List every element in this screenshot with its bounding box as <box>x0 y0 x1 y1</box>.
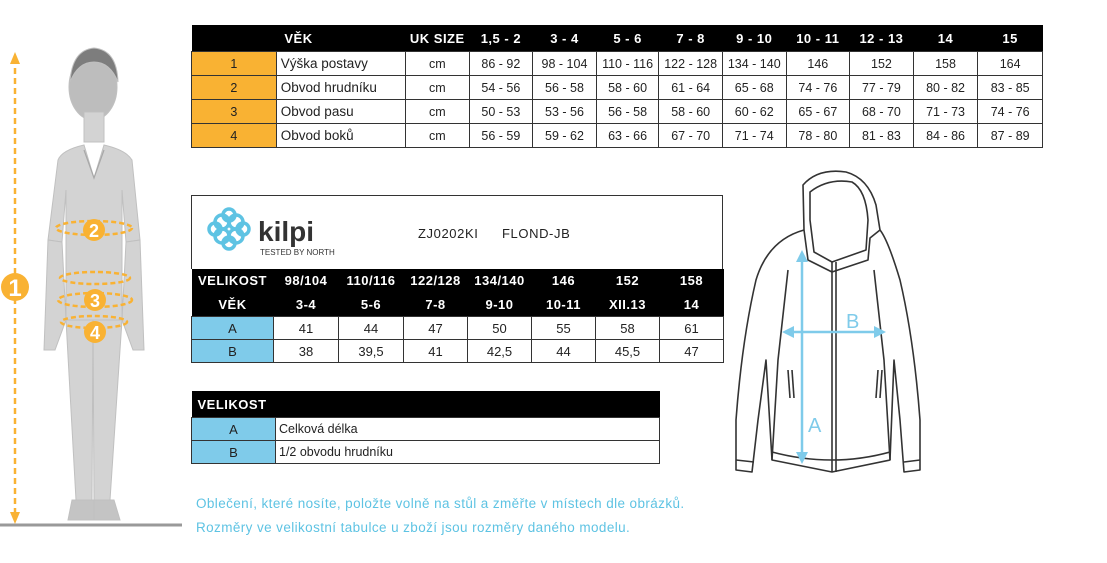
table-row <box>192 317 724 340</box>
product-code: ZJ0202KI <box>418 226 479 241</box>
measure-value: 122 - 128 <box>659 52 723 76</box>
measure-value: 59 - 62 <box>533 124 597 148</box>
measure-value: 71 - 73 <box>913 100 978 124</box>
measure-value: 146 <box>786 52 850 76</box>
measure-value: 68 - 70 <box>850 100 914 124</box>
legend-description: 1/2 obvodu hrudníku <box>276 441 660 464</box>
product-name: FLOND-JB <box>502 226 571 241</box>
jacket-size-header: 110/116 <box>339 269 404 293</box>
kilpi-logo <box>206 204 356 264</box>
jacket-size-header: 122/128 <box>404 269 468 293</box>
measure-unit: cm <box>406 76 470 100</box>
legend-description: Celková délka <box>276 418 660 441</box>
jacket-age-header: 5-6 <box>339 293 404 317</box>
brand-name: kilpi <box>258 216 315 247</box>
jacket-panel-header <box>191 195 723 269</box>
measure-value: 134 - 140 <box>722 52 786 76</box>
jacket-size-header: 158 <box>660 269 724 293</box>
measure-value: 83 - 85 <box>978 76 1043 100</box>
measure-value: 54 - 56 <box>469 76 533 100</box>
measure-value: 110 - 116 <box>596 52 659 76</box>
measure-value: 87 - 89 <box>978 124 1043 148</box>
brand-tagline: TESTED BY NORTH <box>260 248 335 257</box>
measure-value: 164 <box>978 52 1043 76</box>
measure-value: 60 - 62 <box>722 100 786 124</box>
measure-label: Obvod boků <box>276 124 405 148</box>
measure-value: 56 - 58 <box>596 100 659 124</box>
jacket-age-header: 14 <box>660 293 724 317</box>
jacket-measure-key: B <box>192 340 274 363</box>
measure-unit: cm <box>406 124 470 148</box>
size-col-header: UK SIZE <box>406 25 470 52</box>
vek-label: VĚK <box>192 293 274 317</box>
measure-value: 84 - 86 <box>913 124 978 148</box>
measure-value: 152 <box>850 52 914 76</box>
jacket-measure-value: 58 <box>596 317 660 340</box>
table-row <box>192 124 1043 148</box>
body-size-table <box>191 25 1043 148</box>
measure-label: Obvod pasu <box>276 100 405 124</box>
measure-label: Výška postavy <box>276 52 405 76</box>
size-col-header: 15 <box>978 25 1043 52</box>
size-col-header: 1,5 - 2 <box>469 25 533 52</box>
figure-label-1: 1 <box>8 275 22 302</box>
jacket-measure-value: 61 <box>660 317 724 340</box>
figure-label-4: 4 <box>89 323 101 343</box>
measure-value: 74 - 76 <box>978 100 1043 124</box>
size-col-header: 10 - 11 <box>786 25 850 52</box>
measure-value: 65 - 67 <box>786 100 850 124</box>
jacket-measure-table <box>191 269 724 363</box>
measure-unit: cm <box>406 100 470 124</box>
measure-value: 56 - 58 <box>533 76 597 100</box>
measure-number: 3 <box>192 100 277 124</box>
measure-value: 58 - 60 <box>659 100 723 124</box>
jacket-age-row <box>192 293 724 317</box>
jacket-measure-value: 55 <box>532 317 596 340</box>
measure-value: 53 - 56 <box>533 100 597 124</box>
table-row <box>192 100 1043 124</box>
measure-value: 78 - 80 <box>786 124 850 148</box>
velikost-label: VELIKOST <box>192 269 274 293</box>
figure-label-2: 2 <box>88 221 100 241</box>
legend-key: B <box>192 441 276 464</box>
measure-value: 63 - 66 <box>596 124 659 148</box>
measure-value: 56 - 59 <box>469 124 533 148</box>
measure-value: 81 - 83 <box>850 124 914 148</box>
measure-value: 67 - 70 <box>659 124 723 148</box>
jacket-measure-value: 41 <box>404 340 468 363</box>
measure-value: 65 - 68 <box>722 76 786 100</box>
measure-number: 1 <box>192 52 277 76</box>
jacket-measure-value: 41 <box>274 317 339 340</box>
table-row <box>192 340 724 363</box>
jacket-measure-value: 44 <box>339 317 404 340</box>
measure-value: 61 - 64 <box>659 76 723 100</box>
jacket-label-b: B <box>846 311 860 333</box>
jacket-age-header: 10-11 <box>532 293 596 317</box>
figure-label-3: 3 <box>89 291 101 311</box>
size-col-header: 5 - 6 <box>596 25 659 52</box>
jacket-measure-value: 47 <box>660 340 724 363</box>
measure-value: 98 - 104 <box>533 52 597 76</box>
jacket-age-header: 7-8 <box>404 293 468 317</box>
table-row <box>192 418 660 441</box>
size-col-header: 3 - 4 <box>533 25 597 52</box>
jacket-size-header: 152 <box>596 269 660 293</box>
size-col-header: 9 - 10 <box>722 25 786 52</box>
size-col-header: VĚK <box>192 25 406 52</box>
jacket-measure-key: A <box>192 317 274 340</box>
measure-value: 50 - 53 <box>469 100 533 124</box>
jacket-size-row <box>192 269 724 293</box>
table-row <box>192 52 1043 76</box>
legend-header: VELIKOST <box>192 391 660 418</box>
jacket-measure-value: 47 <box>404 317 468 340</box>
measure-value: 80 - 82 <box>913 76 978 100</box>
legend-key: A <box>192 418 276 441</box>
table-row <box>192 441 660 464</box>
jacket-drawing <box>728 160 928 490</box>
measure-instruction: Oblečení, které nosíte, položte volně na stůl a změřte v místech dle obrázků. <box>196 496 685 511</box>
jacket-size-header: 98/104 <box>274 269 339 293</box>
jacket-size-header: 146 <box>532 269 596 293</box>
jacket-measure-value: 42,5 <box>468 340 532 363</box>
size-table-header <box>192 25 1043 52</box>
size-col-header: 7 - 8 <box>659 25 723 52</box>
jacket-size-header: 134/140 <box>468 269 532 293</box>
measure-value: 71 - 74 <box>722 124 786 148</box>
measure-value: 74 - 76 <box>786 76 850 100</box>
jacket-size-panel <box>191 195 723 363</box>
jacket-measure-value: 45,5 <box>596 340 660 363</box>
measure-value: 158 <box>913 52 978 76</box>
jacket-measure-value: 39,5 <box>339 340 404 363</box>
measure-value: 86 - 92 <box>469 52 533 76</box>
jacket-age-header: XII.13 <box>596 293 660 317</box>
measure-value: 58 - 60 <box>596 76 659 100</box>
model-size-note: Rozměry ve velikostní tabulce u zboží jsou rozměry daného modelu. <box>196 520 631 535</box>
jacket-label-a: A <box>808 415 822 437</box>
child-figure <box>0 0 190 563</box>
table-row <box>192 76 1043 100</box>
size-col-header: 14 <box>913 25 978 52</box>
jacket-age-header: 3-4 <box>274 293 339 317</box>
measure-unit: cm <box>406 52 470 76</box>
measure-number: 2 <box>192 76 277 100</box>
measure-value: 77 - 79 <box>850 76 914 100</box>
jacket-age-header: 9-10 <box>468 293 532 317</box>
jacket-measure-value: 50 <box>468 317 532 340</box>
jacket-measure-value: 38 <box>274 340 339 363</box>
measure-number: 4 <box>192 124 277 148</box>
measure-legend-table <box>191 391 660 464</box>
measure-label: Obvod hrudníku <box>276 76 405 100</box>
jacket-measure-value: 44 <box>532 340 596 363</box>
size-col-header: 12 - 13 <box>850 25 914 52</box>
